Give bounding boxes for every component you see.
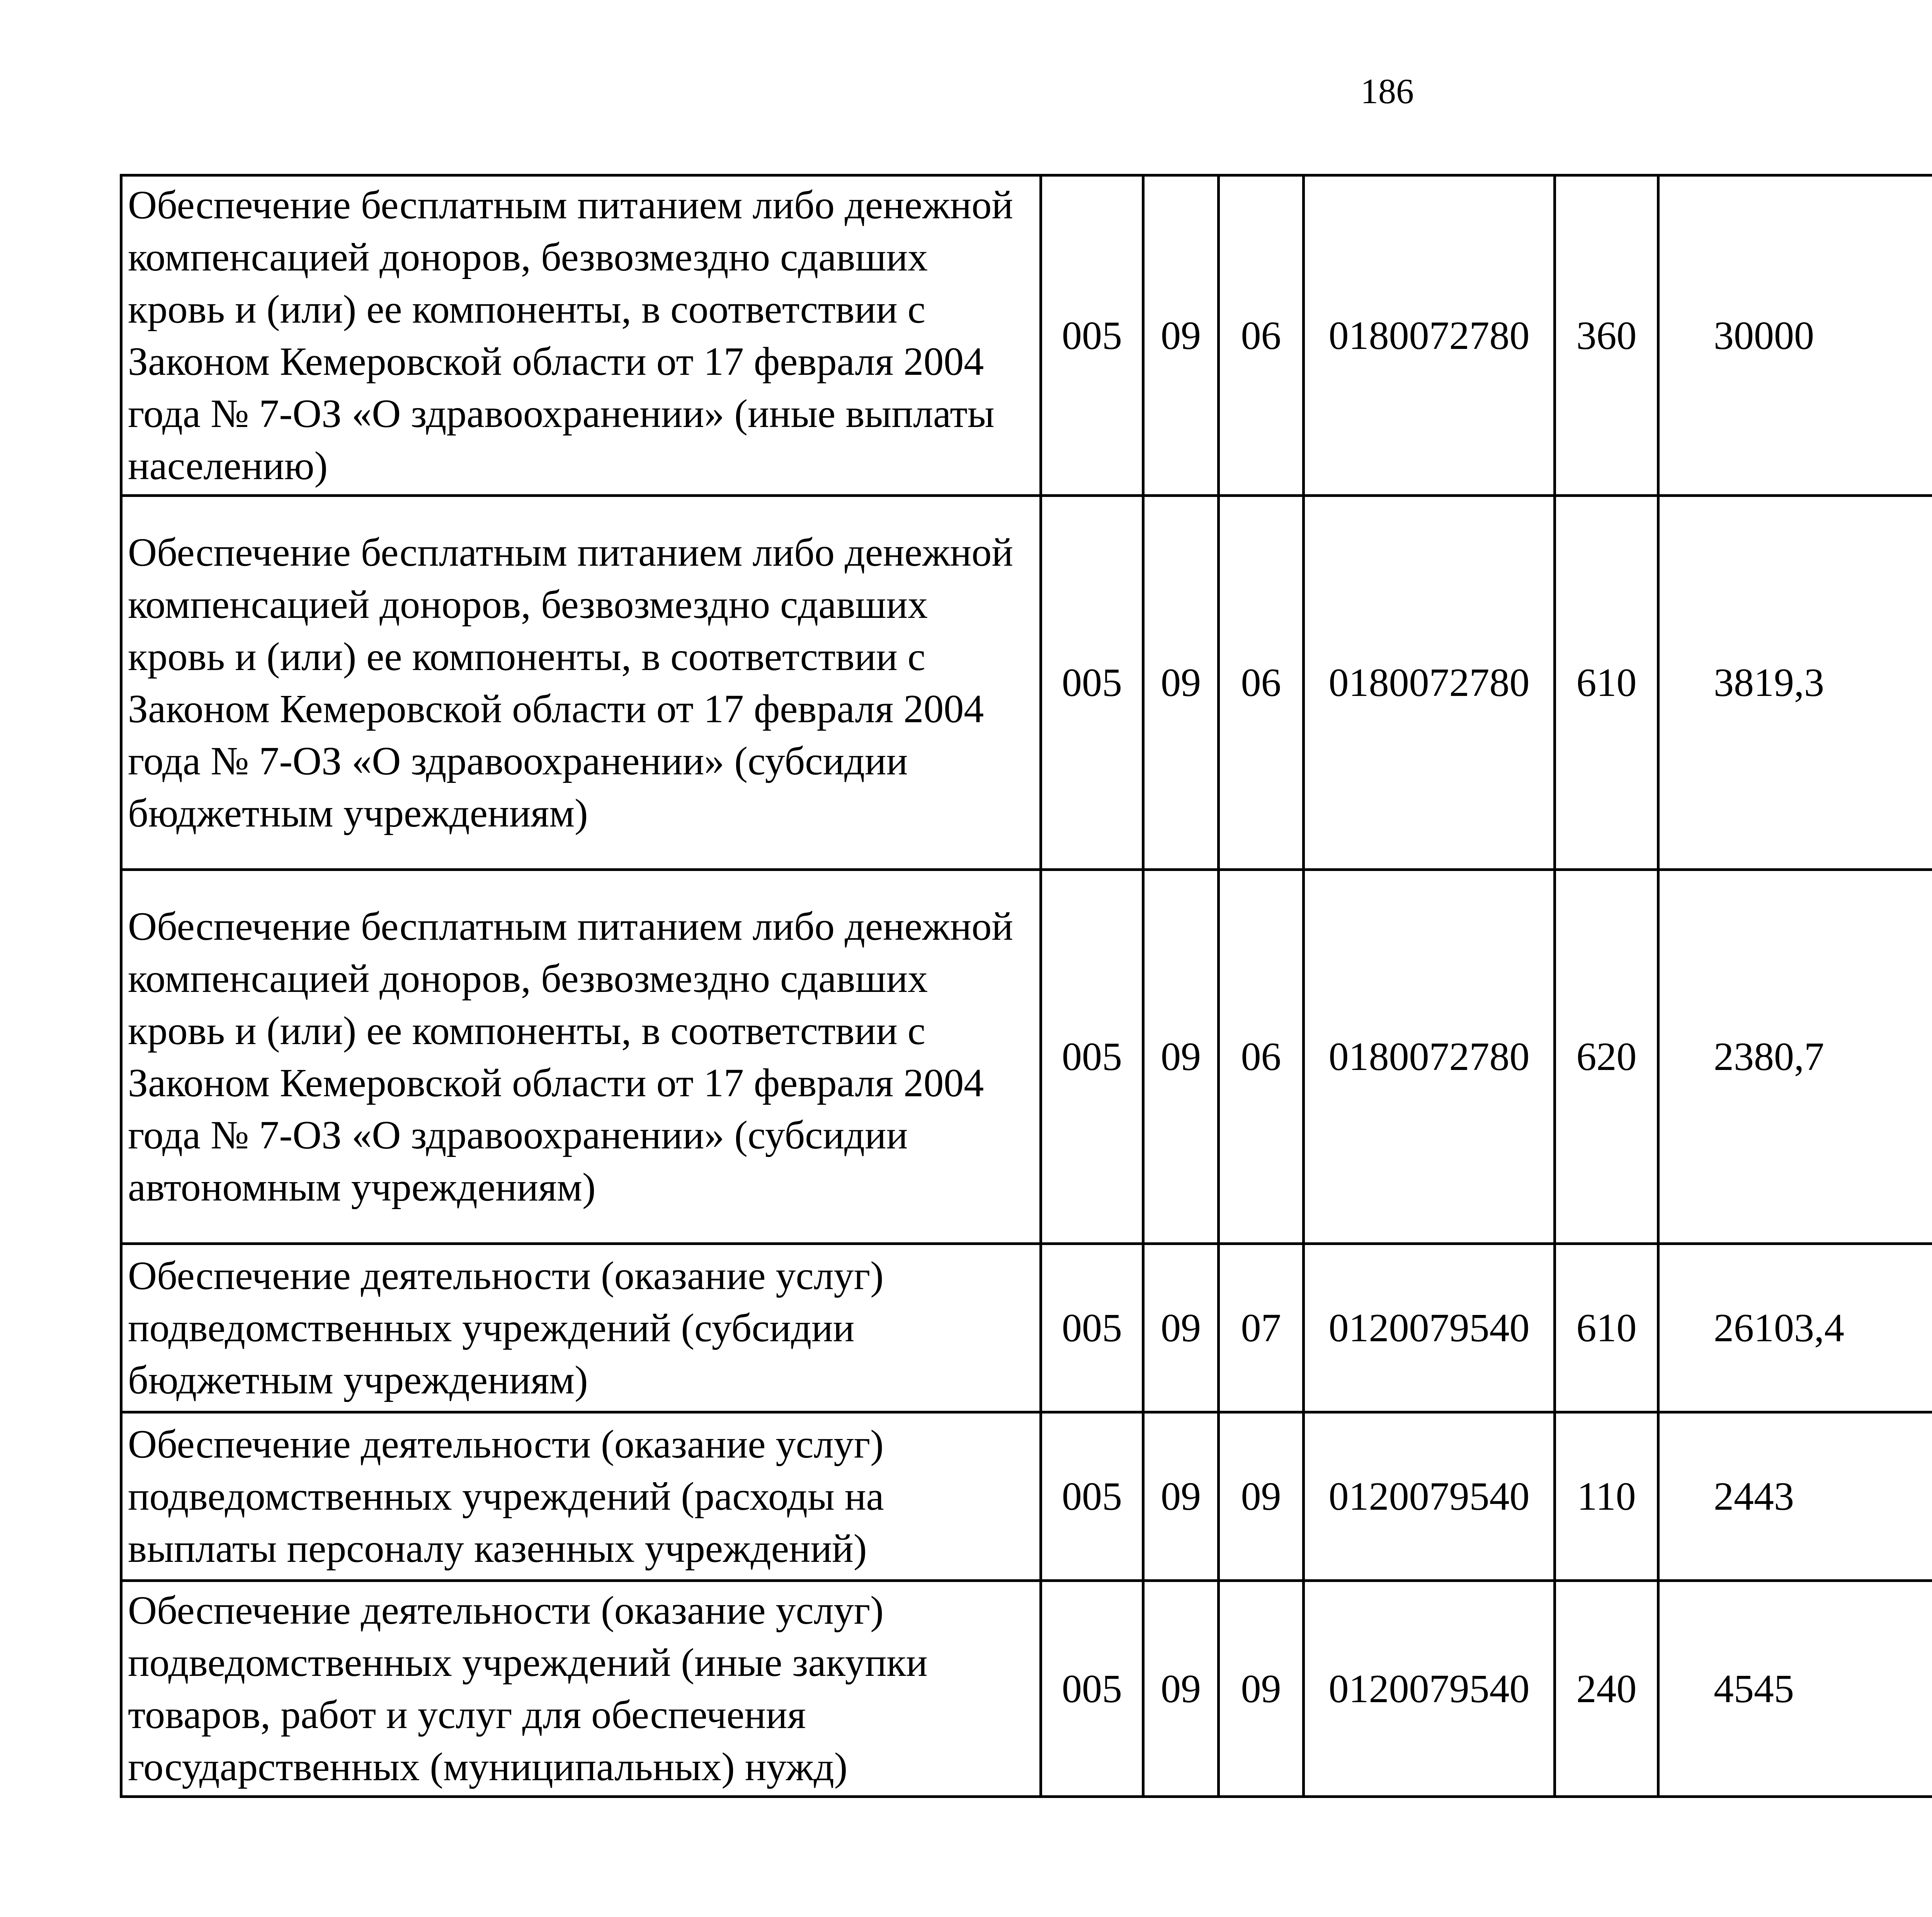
subsection-code: 07 (1219, 1244, 1304, 1412)
amount-year-1: 4545 (1658, 1581, 1932, 1797)
ministry-code: 005 (1041, 870, 1143, 1244)
row-name: Обеспечение бесплатным питанием либо денежной компенсацией доноров, безвозмездно сдавших кровь и (или) ее компоненты, в соответствии с Законом Кемеровской области от 17 февраля 2004 года № 7-ОЗ «О здравоохранении» (иные выплаты населению) (121, 175, 1041, 496)
table-row (121, 175, 1932, 496)
section-code: 09 (1143, 1412, 1219, 1581)
amount-year-1: 26103,4 (1658, 1244, 1932, 1412)
expense-type-code: 360 (1555, 175, 1658, 496)
amount-year-1: 3819,3 (1658, 496, 1932, 870)
subsection-code: 09 (1219, 1412, 1304, 1581)
target-code: 0180072780 (1304, 496, 1555, 870)
table-row (121, 496, 1932, 870)
row-name: Обеспечение деятельности (оказание услуг) подведомственных учреждений (расходы на выплаты персоналу казенных учреждений) (121, 1412, 1041, 1581)
table-row (121, 1244, 1932, 1412)
expense-type-code: 620 (1555, 870, 1658, 1244)
table-row (121, 870, 1932, 1244)
row-name: Обеспечение деятельности (оказание услуг) подведомственных учреждений (иные закупки товаров, работ и услуг для обеспечения государственных (муниципальных) нужд) (121, 1581, 1041, 1797)
section-code: 09 (1143, 496, 1219, 870)
subsection-code: 09 (1219, 1581, 1304, 1797)
target-code: 0120079540 (1304, 1412, 1555, 1581)
section-code: 09 (1143, 870, 1219, 1244)
ministry-code: 005 (1041, 1412, 1143, 1581)
row-name: Обеспечение бесплатным питанием либо денежной компенсацией доноров, безвозмездно сдавших кровь и (или) ее компоненты, в соответствии с Законом Кемеровской области от 17 февраля 2004 года № 7-ОЗ «О здравоохранении» (субсидии бюджетным учреждениям) (121, 496, 1041, 870)
target-code: 0120079540 (1304, 1581, 1555, 1797)
target-code: 0180072780 (1304, 175, 1555, 496)
budget-table (120, 174, 1932, 1798)
table-row (121, 1581, 1932, 1797)
ministry-code: 005 (1041, 1581, 1143, 1797)
amount-year-1: 30000 (1658, 175, 1932, 496)
page-number: 186 (1361, 71, 1414, 111)
row-name: Обеспечение бесплатным питанием либо денежной компенсацией доноров, безвозмездно сдавших кровь и (или) ее компоненты, в соответствии с Законом Кемеровской области от 17 февраля 2004 года № 7-ОЗ «О здравоохранении» (субсидии автономным учреждениям) (121, 870, 1041, 1244)
target-code: 0180072780 (1304, 870, 1555, 1244)
expense-type-code: 240 (1555, 1581, 1658, 1797)
section-code: 09 (1143, 1244, 1219, 1412)
subsection-code: 06 (1219, 870, 1304, 1244)
table-row (121, 1412, 1932, 1581)
expense-type-code: 610 (1555, 1244, 1658, 1412)
ministry-code: 005 (1041, 496, 1143, 870)
expense-type-code: 610 (1555, 496, 1658, 870)
row-name: Обеспечение деятельности (оказание услуг) подведомственных учреждений (субсидии бюджетным учреждениям) (121, 1244, 1041, 1412)
ministry-code: 005 (1041, 175, 1143, 496)
ministry-code: 005 (1041, 1244, 1143, 1412)
subsection-code: 06 (1219, 175, 1304, 496)
section-code: 09 (1143, 175, 1219, 496)
section-code: 09 (1143, 1581, 1219, 1797)
amount-year-1: 2443 (1658, 1412, 1932, 1581)
subsection-code: 06 (1219, 496, 1304, 870)
target-code: 0120079540 (1304, 1244, 1555, 1412)
amount-year-1: 2380,7 (1658, 870, 1932, 1244)
expense-type-code: 110 (1555, 1412, 1658, 1581)
